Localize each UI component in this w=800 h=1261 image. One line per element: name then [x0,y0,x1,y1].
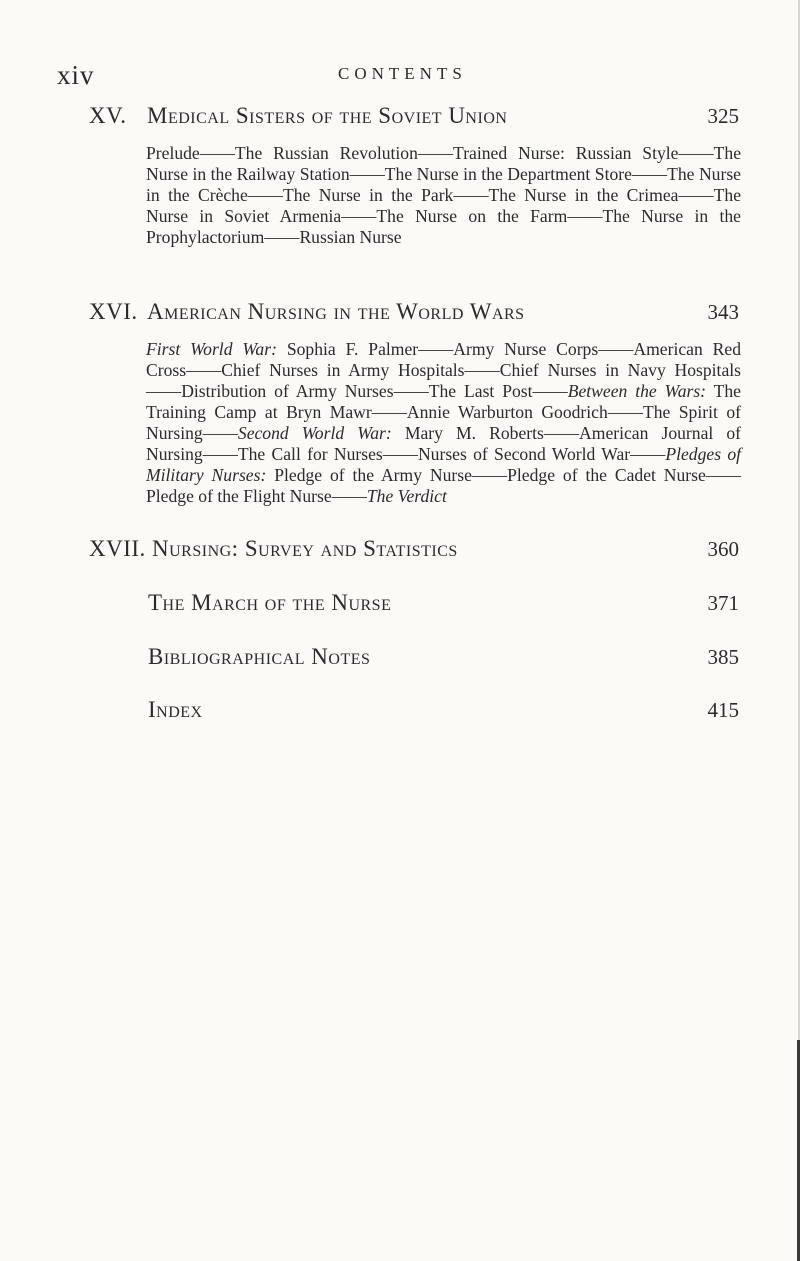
summary-text: Pledge of the Army Nurse——Pledge of the Cadet Nurse——Pledge of the Flight Nurse—— [146,465,741,506]
summary-text: The Training Camp at Bryn Mawr——Annie Warburton Goodrich——The Spirit of Nursing—— [146,381,741,443]
page-folio: xiv [57,60,95,90]
toc-entry-xv [89,103,739,248]
summary-section-label: Pledges of Military Nurses: [146,444,742,485]
summary-text: Mary M. Roberts——American Journal of Nursing——The Call for Nurses——Nurses of Second World War—— [146,423,742,464]
chapter-title: Bibliographical Notes [148,644,371,669]
summary-section-label: First World War: [146,339,277,359]
toc-entry-heading [89,103,739,129]
toc-entry-xvi [89,299,742,507]
toc-entry-title-line [89,299,525,325]
chapter-number: XV. [89,103,127,128]
summary-text: Sophia F. Palmer——Army Nurse Corps——American Red Cross——Chief Nurses in Army Hospitals——Chief Nurses in Navy Hospitals——Distribution of Army Nurses——The Last Post—— [146,339,741,401]
toc-entry-march-of-the-nurse [148,590,739,616]
page-number: 360 [707,537,739,561]
toc-entry-heading [148,697,739,723]
page-number: 385 [707,645,739,669]
toc-entry-heading [89,536,739,562]
chapter-title: The March of the Nurse [148,590,392,615]
page-number: 343 [707,300,739,324]
toc-entry-heading [148,644,739,670]
chapter-title: Nursing: Survey and Statistics [152,536,458,561]
summary-section-label: Second World War: [237,423,392,443]
chapter-title: Medical Sisters of the Soviet Union [147,103,508,128]
chapter-summary: Prelude——The Russian Revolution——Trained Nurse: Russian Style——The Nurse in the Railway Station——The Nurse in the Department Store——The Nurse in the Crèche——The Nurse in the Park——The Nurse in the Crimea——The Nurse in Soviet Armenia——The Nurse on the Farm——The Nurse in the Prophylactorium——Russian Nurse [146,143,741,247]
toc-entry-bibliographical-notes [148,644,739,670]
toc-entry-title-line [89,536,458,562]
chapter-title: American Nursing in the World Wars [147,299,525,324]
toc-entry-heading [89,299,739,325]
running-head: CONTENTS [338,64,467,83]
chapter-number: XVII. [89,536,146,561]
toc-entry-title-line [89,103,507,129]
page-number: 371 [707,591,739,615]
page-number: 325 [707,104,739,128]
toc-entry-xvii [89,536,739,562]
summary-section-label: The Verdict [366,486,447,506]
toc-entry-heading [148,590,739,616]
chapter-title: Index [148,697,203,722]
page-number: 415 [707,698,739,722]
toc-entry-index [148,697,739,723]
chapter-number: XVI. [89,299,138,324]
chapter-summary [146,339,741,507]
summary-section-label: Between the Wars: [567,381,707,401]
